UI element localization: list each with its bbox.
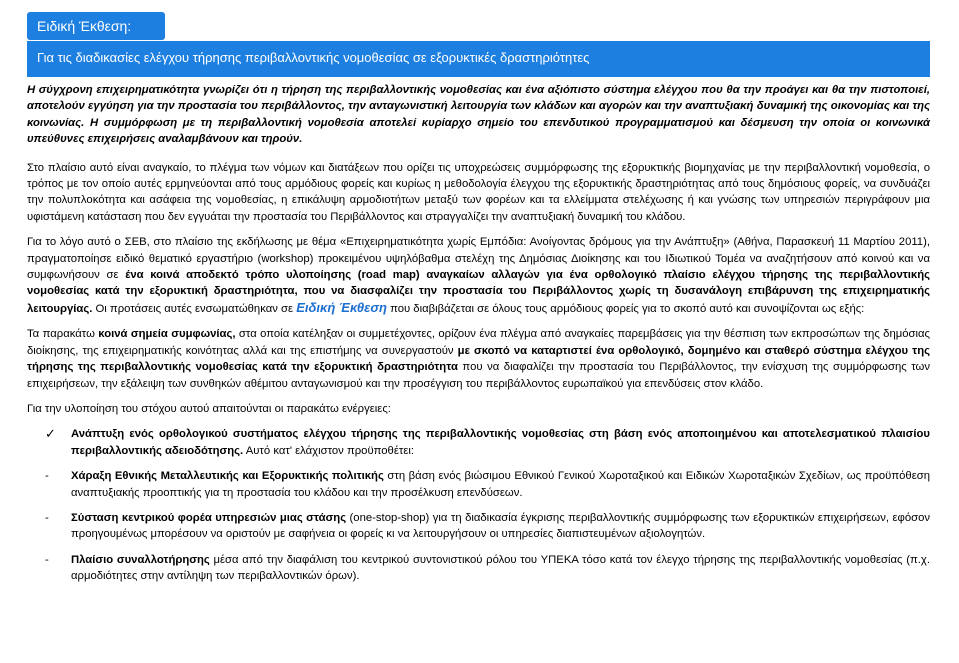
item3-text: (one-stop-shop) για τη διαδικασία έγκρισης περιβαλλοντικής συμμόρφωσης των εξορυκτικών επιχειρήσεων, εφόσον προηγουμένως μπορέσουν να οριστούν με σαφήνεια οι φορείς κι να λειτουργήσουν οι υπηρεσίες διαπιστευμένων αξιολογητών. (71, 511, 931, 541)
list-item (27, 510, 930, 543)
intro-part-2: Η συμμόρφωση με τη περιβαλλοντική νομοθεσία αποτελεί κυρίαρχο σημείο του επενδυτικού προγραμματισμού και δέσμευση την οποία οι κοινωνικά υπεύθυνες επιχειρήσεις αναλαμβάνουν και τηρούν. (27, 116, 931, 146)
p2-text-e: που διαβιβάζεται σε όλους τους αρμόδιους φορείς για το σκοπό αυτό και συνοψίζονται ως εξής: (386, 302, 865, 315)
p2-bold: ένα κοινά αποδεκτό τρόπο υλοποίησης (road map) αναγκαίων αλλαγών για ένα ορθολογικό πλαίσιο ελέγχου τήρησης της περιβαλλοντικής νομοθεσίας κατά την εξορυκτική δραστηριότητα, που να διασφαλίζει την προστασία του Περιβάλλοντος χωρίς τη δυσανάλογη επιβάρυνση της επιχειρηματικής λειτουργίας. (27, 269, 930, 315)
item2-text: στη βάση ενός βιώσιμου Εθνικού Γενικού Χωροταξικού και Ειδικών Χωροταξικών Σχεδίων, ως προϋπόθεση αναπτυξιακής προοπτικής για τη προστασία του κλάδου και την προσέλκυση επενδύσεων. (71, 470, 930, 499)
p2-text-c: Οι προτάσεις αυτές ενσωματώθηκαν σε (92, 302, 297, 315)
item3-bold: Σύσταση κεντρικού φορέα υπηρεσιών μιας στάσης (71, 511, 347, 524)
list-item (27, 426, 930, 459)
special-report-link: Ειδική Έκθεση (296, 299, 387, 315)
paragraph-3 (27, 326, 930, 392)
item4-bold: Πλαίσιο συναλλοτήρησης (71, 553, 210, 566)
actions-list (27, 426, 930, 584)
paragraph-4: Για την υλοποίηση του στόχου αυτού απαιτούνται οι παρακάτω ενέργειες: (27, 402, 391, 415)
item4-text: μέσα από την διαφάλιση του κεντρικού συντονιστικού ρόλου του ΥΠΕΚΑ τόσο κατά τον έλεγχο τήρησης της περιβαλλοντικής νομοθεσίας (π.χ. αρμοδιότητες στην αντίληψη των περιβαλλοντικών όρων). (71, 553, 930, 583)
document-body (27, 82, 930, 594)
section-tag: Ειδική Έκθεση: (27, 12, 165, 40)
title-bar: Για τις διαδικασίες ελέγχου τήρησης περιβαλλοντικής νομοθεσίας σε εξορυκτικές δραστηριότητες (27, 41, 930, 77)
list-item (27, 552, 930, 585)
dash-bullet: - (45, 553, 49, 566)
p3-text-a: Τα παρακάτω (27, 328, 99, 341)
paragraph-1: Στο πλαίσιο αυτό είναι αναγκαίο, το πλέγμα των νόμων και διατάξεων που ορίζει τις υποχρεώσεις συμμόρφωσης της εξορυκτικής βιομηχανίας με την περιβαλλοντική νομοθεσία, ο τρόπος με τον οποίο αυτές ερμηνεύονται από τους αρμόδιους φορείς και κυρίως η μεθοδολογία έλεγχου της εξορυκτικής δραστηριότητας από τους δημόσιους φορείς, να συνδυάζει την πολυπλοκότητα και ασάφεια της νομοθεσίας, η επικάλυψη αρμοδιοτήτων μεταξύ των φορέων και τα ελλείμματα στελέχωσης ή και γνώσης των υπηρεσιών περιγράφουν μια υφιστάμενη κατάσταση που δεν εγγυάται την προστασία του Περιβάλλοντος και στραγγαλίζει την αναπτυξιακή δυναμική του κλάδου. (27, 161, 930, 223)
checkmark-icon: ✓ (45, 426, 56, 442)
intro-part-1: Η σύγχρονη επιχειρηματικότητα γνωρίζει ότι η τήρηση της περιβαλλοντικής νομοθεσίας και ένα αξιόπιστο σύστημα ελέγχου που θα την προάγει και θα την πιστοποιεί, αποτελούν εγγύηση για την προστασία του περιβάλλοντος, την ανταγωνιστική λειτουργία των κλάδων και αγορών και την αναπτυξιακή δυναμική της οικονομίας και της κοινωνίας. (27, 84, 930, 129)
item1-text: Αυτό κατ' ελάχιστον προϋποθέτει: (243, 444, 415, 457)
item1-bold: Ανάπτυξη ενός ορθολογικού συστήματος ελέγχου τήρησης της περιβαλλοντικής νομοθεσίας στη βάση ενός αποπoιημένου και αποτελεσματικού πλαισίου περιβαλλοντικής αδειοδότησης. (71, 428, 930, 457)
p2-text-a: Για το λόγο αυτό ο ΣΕΒ, στο πλαίσιο της εκδήλωσης με θέμα «Επιχειρηματικότητα χωρίς Εμπόδια: Ανοίγοντας δρόμους για την Ανάπτυξη» (Αθήνα, Παρασκευή 11 Μαρτίου 2011), πραγματοποίησε ειδικό θεματικό εργαστήριο (workshop) προκειμένου υψηλόβαθμα στελέχη της Δημόσιας Διοίκησης και του Ιδιωτικού Τομέα να αναζητήσουν από κοινού και να συμφωνήσουν σε (27, 236, 930, 282)
p3-text-e: που να διαφαλίζει την προστασία του Περιβάλλοντος, την ενίσχυση της συμμόρφωσης των επιχειρήσεων, την εξάλειψη των συνθηκών αθέμιτου ανταγωνισμού και την προσέγγιση του περιβάλλοντος ευρωπαϊκού για επενδύσεις στον κλάδο. (27, 361, 931, 390)
p3-bold-b: κοινά σημεία συμφωνίας, (98, 328, 236, 341)
dash-bullet: - (45, 511, 49, 524)
intro-paragraph (27, 82, 930, 148)
dash-bullet: - (45, 470, 49, 483)
p3-text-c: στα οποία κατέληξαν οι συμμετέχοντες, ορίζουν ένα πλέγμα από αναγκαίες παρεμβάσεις για την θέσπιση των εκπροσώπων της δημόσιας διοίκησης, της επιχειρηματικής κοινότητας αλλά και της επιστήμης να συνεργαστούν (27, 328, 930, 357)
item2-bold: Χάραξη Εθνικής Μεταλλευτικής και Εξορυκτικής πολιτικής (71, 470, 384, 483)
paragraph-2 (27, 234, 930, 317)
p3-bold-d: με σκοπό να καταρτιστεί ένα ορθολογικό, δομημένο και σταθερό σύστημα ελέγχου της τήρησης της περιβαλλοντικής νομοθεσίας κατά την εξορυκτική δραστηριότητα (27, 344, 930, 374)
list-item (27, 468, 930, 501)
